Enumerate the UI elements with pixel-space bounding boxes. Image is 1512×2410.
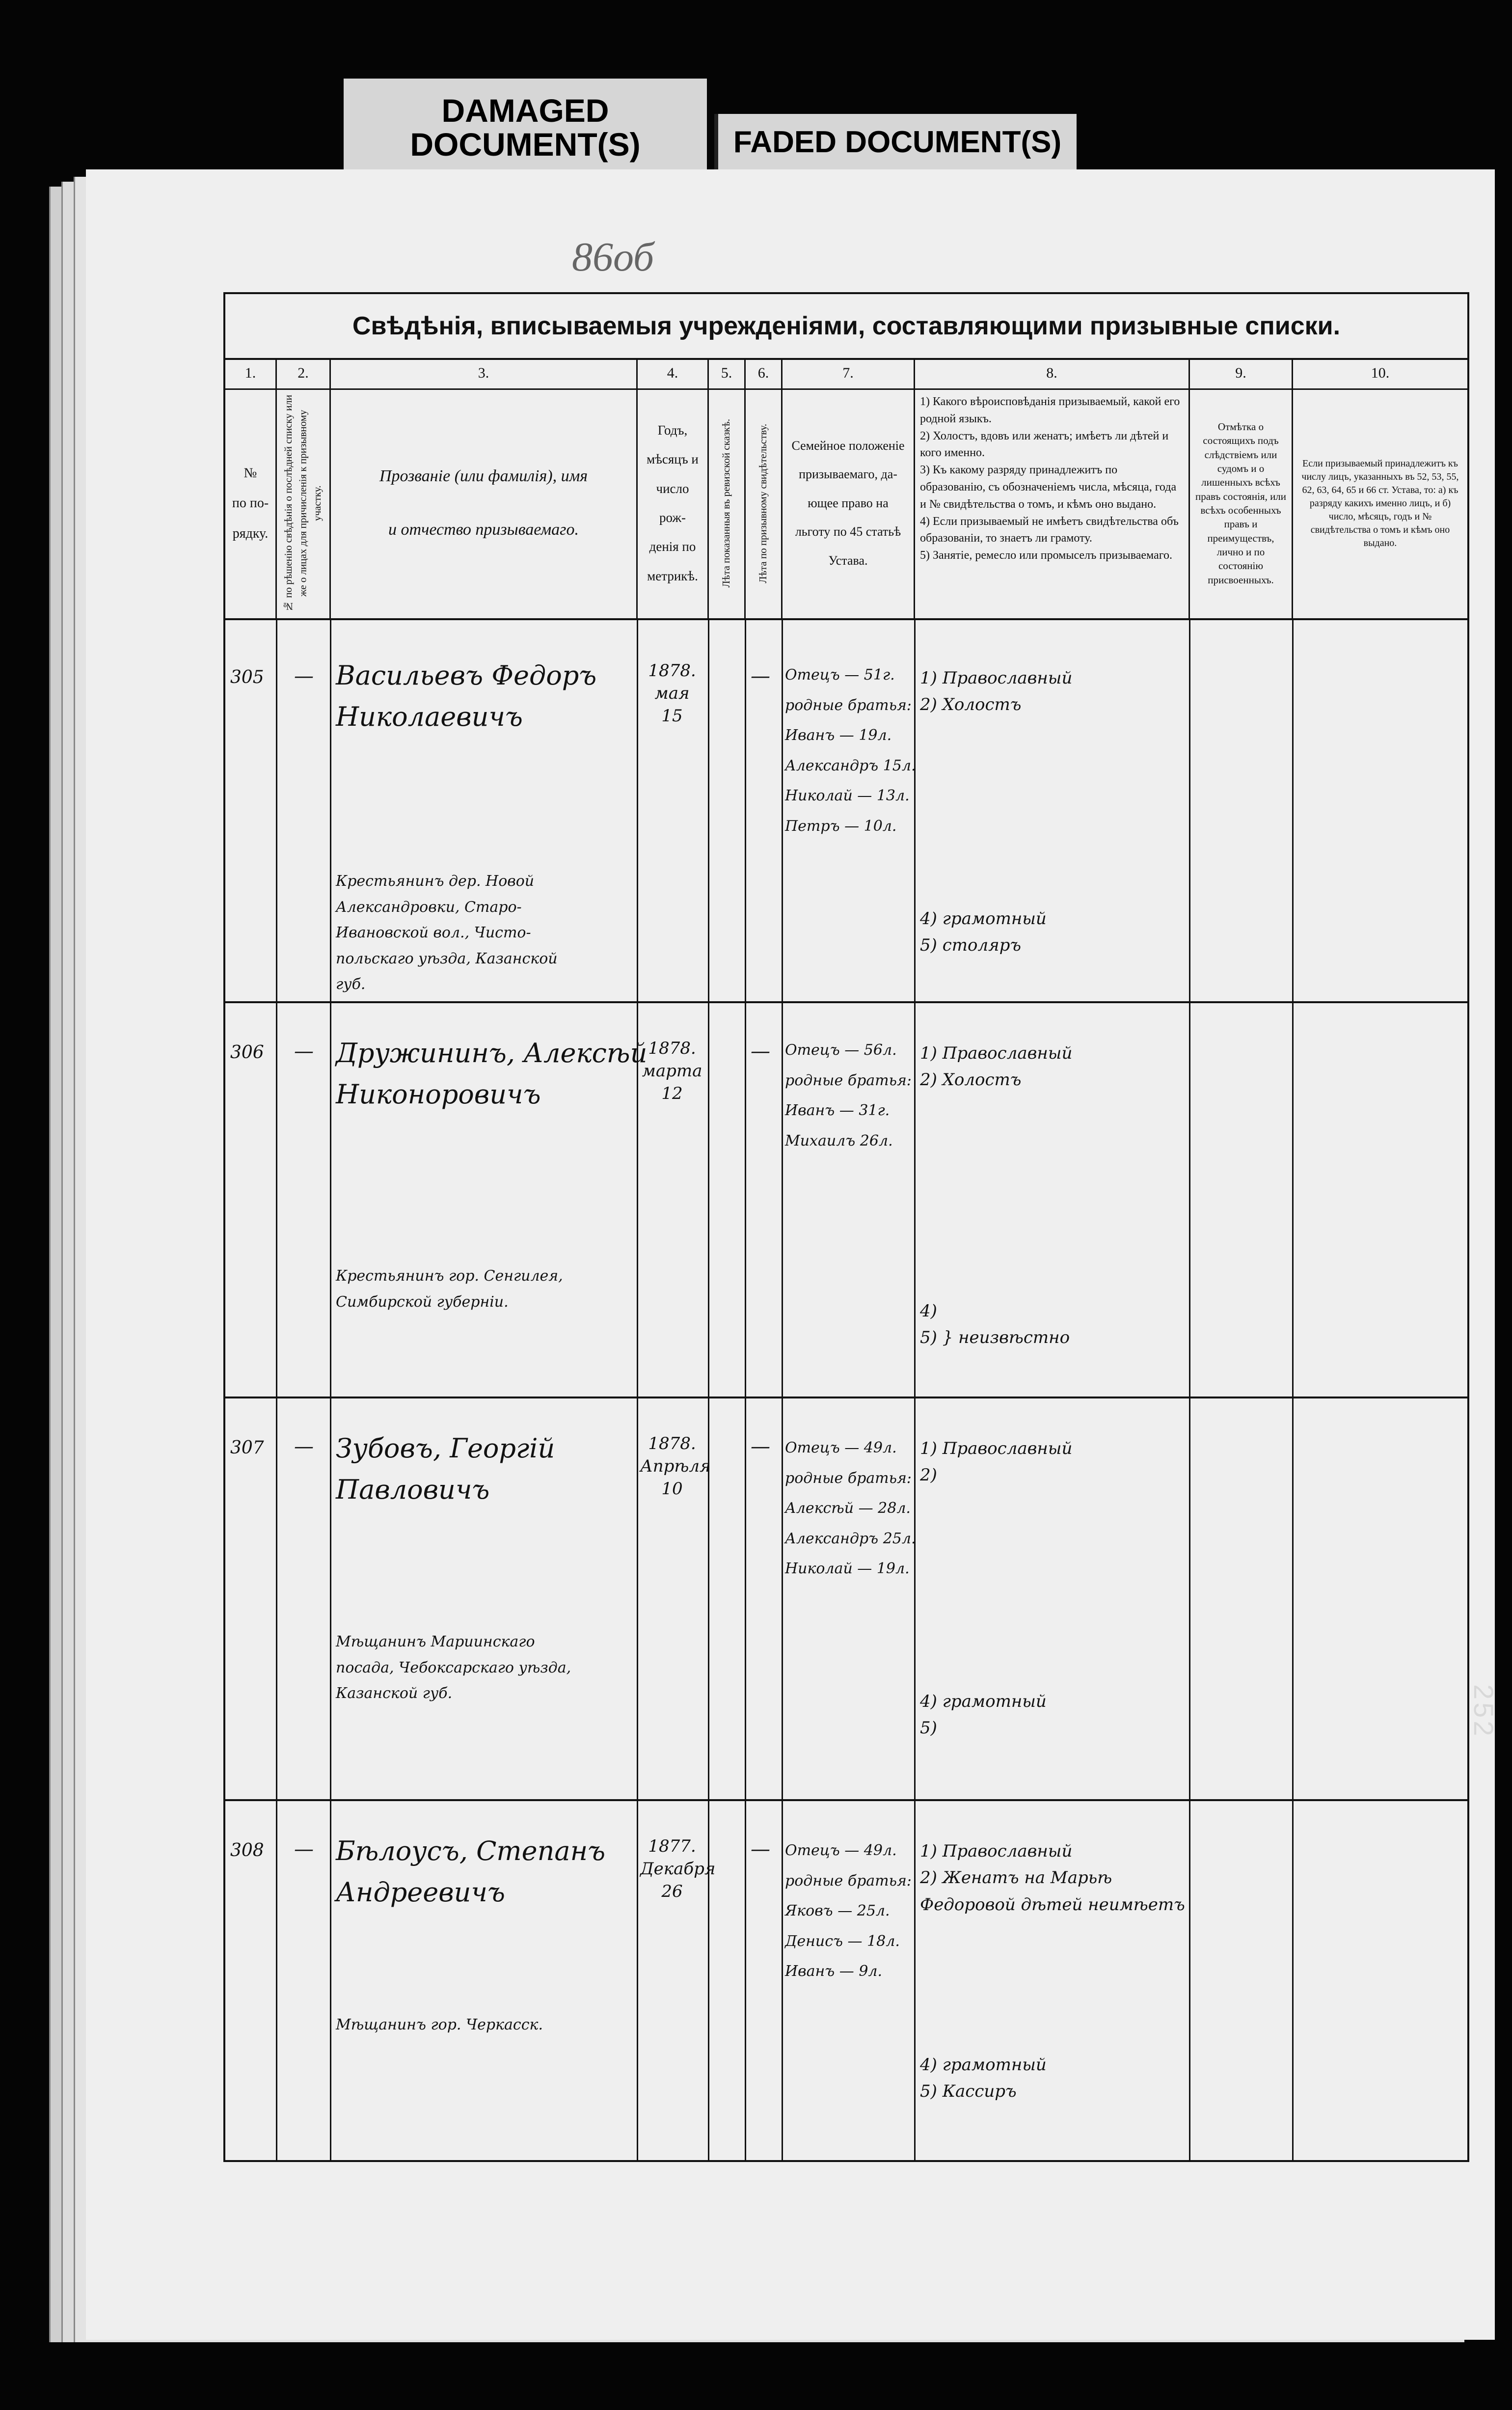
person-name: Васильевъ Федоръ Николаевичъ [336,660,597,732]
col-number: 9. [1190,358,1293,388]
revision-age: — [751,665,770,687]
col-number: 5. [709,358,746,388]
birth-date: 1878. марта 12 [642,1039,702,1103]
col-number: 1. [225,358,277,388]
col-number: 4. [638,358,709,388]
col-number: 2. [277,358,331,388]
header-birth-date: Годъ, мѣсяцъ и число рож- денія по метрикѣ. [638,388,709,618]
religion-marital: 1) Православный 2) Холостъ [920,668,1073,715]
estate-origin: Мѣщанинъ гор. Черкасск. [336,2016,543,2033]
column-number-row [225,358,1467,390]
side-archive-number: 252 [1468,1684,1499,1739]
person-name: Бѣлоусъ, Степанъ Андреевичъ [336,1835,606,1908]
family-status: Отецъ — 51г. родные братья: Иванъ — 19л. Александръ 15л. Николай — 13л. Петръ — 10л. [785,666,916,835]
literacy-occupation: 4) грамотный 5) столяръ [920,909,1047,956]
entry-number: 308 [230,1840,264,1861]
precinct-cell: — [294,1838,314,1861]
entry-number: 305 [230,667,264,687]
table-row [225,618,1467,1001]
table-row [225,1003,1467,1396]
header-revision-age: Лѣта показанныя въ ревизской сказкѣ. [709,388,746,618]
col-number: 7. [783,358,915,388]
person-name: Дружининъ, Алексѣй Никоноровичъ [336,1038,648,1110]
col-number: 6. [746,358,783,388]
header-family-status: Семейное положеніе призываемаго, да- ющее право на льготу по 45 статьѣ Устава. [783,388,915,618]
family-status: Отецъ — 56л. родные братья: Иванъ — 31г. Михаилъ 26л. [785,1041,912,1150]
precinct-cell: — [294,665,314,687]
table-row [225,1398,1467,1799]
header-full-name: Прозваніе (или фамилія), имя и отчество призываемаго. [331,388,638,618]
header-religion-education: 1) Какого вѣроисповѣданія призываемый, какой его родной языкъ. 2) Холостъ, вдовъ или женатъ; имѣетъ ли дѣтей и кого именно. 3) Къ какому разряду принадлежитъ по образованію, съ обозначеніемъ числа, мѣсяца, года и № свидѣтельства о томъ, и кѣмъ оно выдано. 4) Если призываемый не имѣетъ свидѣтельства объ образованіи, то знаетъ ли грамоту. 5) Занятіе, ремесло или промыселъ призываемаго. [915,388,1190,618]
header-certificate-age: Лѣта по призывному свидѣтельству. [746,388,783,618]
col-number: 3. [331,358,638,388]
religion-marital: 1) Православный 2) [920,1439,1073,1485]
col-number: 10. [1371,365,1390,381]
entry-number: 307 [230,1438,264,1458]
birth-date: 1878. Апрѣля 10 [640,1434,711,1499]
header-special-category: Если призываемый принадлежитъ къ числу лицъ, указанныхъ въ 52, 53, 55, 62, 63, 64, 65 и 66 ст. Устава, то: а) къ разряду какихъ именно лицъ, и б) число, мѣсяцъ, годъ и № свидѣтельства о томъ и кѣмъ оно выдано. [1301,458,1459,548]
col-number: 8. [915,358,1190,388]
revision-age: — [751,1040,770,1063]
table-row [225,1801,1467,2160]
estate-origin: Мѣщанинъ Мариинскаго посада, Чебоксарскаго уѣзда, Казанской губ. [336,1633,571,1702]
estate-origin: Крестьянинъ гор. Сенгилея, Симбирской губерніи. [336,1267,563,1311]
precinct-cell: — [294,1435,314,1458]
literacy-occupation: 4) грамотный 5) [920,1692,1047,1738]
faded-document-label: FADED DOCUMENT(S) [714,114,1077,170]
religion-marital: 1) Православный 2) Холостъ [920,1043,1073,1090]
revision-age: — [751,1435,770,1458]
conscription-table [223,292,1469,2162]
family-status: Отецъ — 49л. родные братья: Алексѣй — 28л. Александръ 25л. Николай — 19л. [785,1439,916,1577]
damaged-document-label: DAMAGED DOCUMENT(S) [344,79,707,177]
header-precinct-number: № по рѣшенію свѣдѣнія о послѣдней списку или же о лицах для причисленія к призывному участку. [277,388,331,618]
ledger-page [86,169,1495,2340]
header-seq-number: № по по- рядку. [225,388,277,618]
precinct-cell: — [294,1040,314,1063]
religion-marital: 1) Православный 2) Женатъ на Марьѣ Федоровой дѣтей неимѣетъ [920,1841,1185,1915]
revision-age: — [751,1838,770,1861]
estate-origin: Крестьянинъ дер. Новой Александровки, Старо- Ивановской вол., Чисто- польскаго уѣзда, Казанской губ. [336,873,558,993]
birth-date: 1877. Декабря 26 [640,1836,716,1901]
header-row [225,388,1467,620]
entry-number: 306 [230,1042,264,1063]
birth-date: 1878. мая 15 [648,661,696,726]
family-status: Отецъ — 49л. родные братья: Яковъ — 25л. Денисъ — 18л. Иванъ — 9л. [785,1842,912,1980]
header-legal-status: Отмѣтка о состоящихъ подъ слѣдствіемъ или судомъ и о лишенныхъ всѣхъ правъ состоянія, или всѣхъ особенныхъ правъ и преимуществъ, лично и по состоянію присвоенныхъ. [1190,388,1293,618]
literacy-occupation: 4) 5) } неизвѣстно [920,1301,1070,1348]
person-name: Зубовъ, Георгій Павловичъ [336,1433,555,1505]
page-number-mark: 86об [572,234,654,280]
table-title: Свѣдѣнія, вписываемыя учрежденіями, составляющими призывные списки. [225,294,1467,360]
literacy-occupation: 4) грамотный 5) Кассиръ [920,2055,1047,2102]
